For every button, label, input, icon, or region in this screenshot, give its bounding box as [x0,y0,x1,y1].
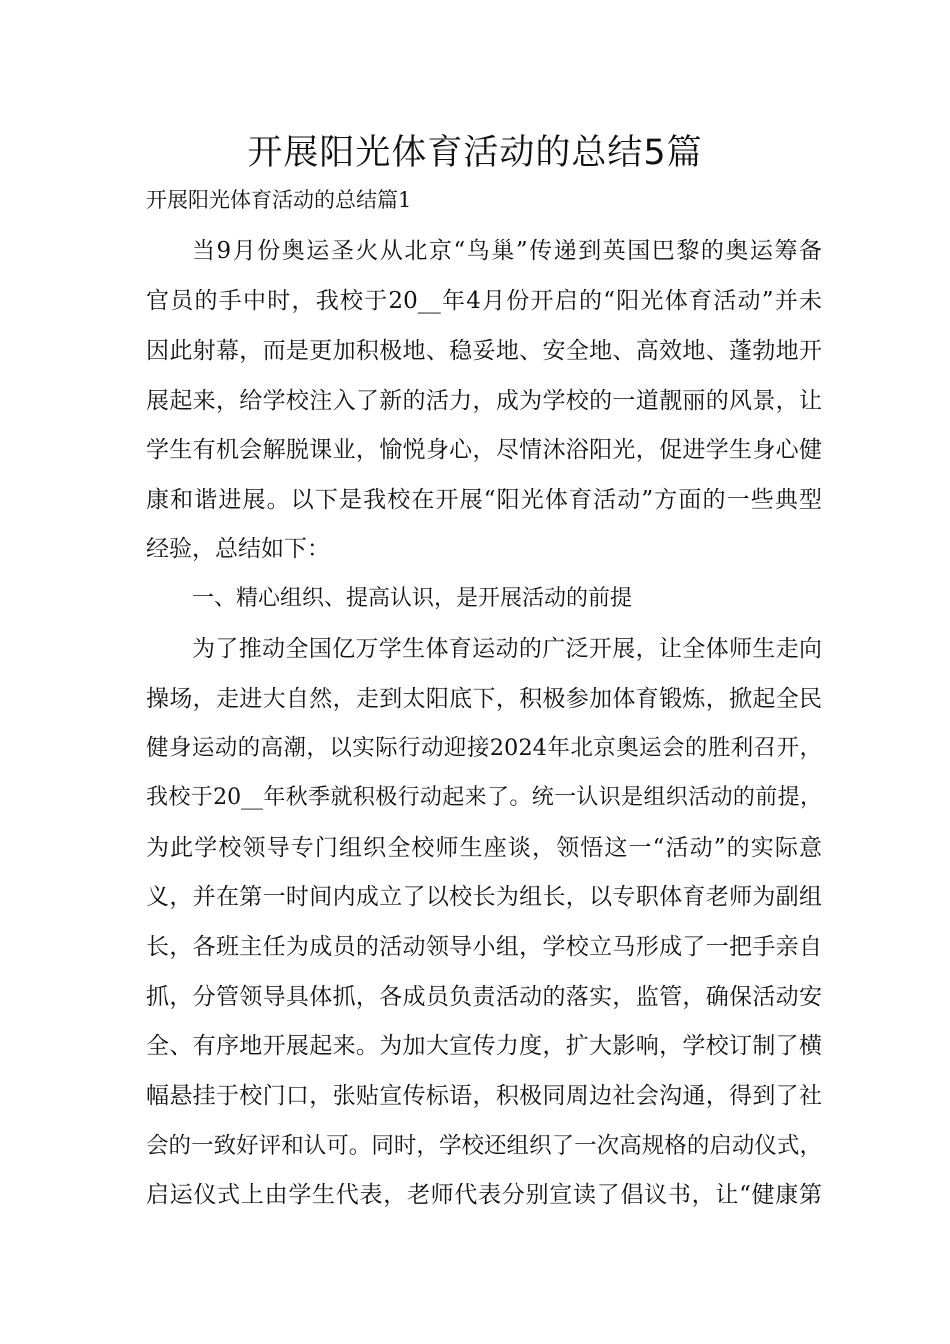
body-line: 义，并在第一时间内成立了以校长为组长，以专职体育老师为副组 [146,884,822,910]
body-line: 抓，分管领导具体抓，各成员负责活动的落实，监管，确保活动安 [146,984,822,1010]
body-line: 操场，走进大自然，走到太阳底下，积极参加体育锻炼，掀起全民 [146,686,822,712]
body-line: 长，各班主任为成员的活动领导小组，学校立马形成了一把手亲自 [146,934,822,960]
body-line: 我校于20__年秋季就积极行动起来了。统一认识是组织活动的前提， [146,785,822,810]
body-line: 幅悬挂于校门口，张贴宣传标语，积极同周边社会沟通，得到了社 [146,1083,822,1109]
document-subtitle: 开展阳光体育活动的总结篇1 [146,188,412,212]
body-line: 展起来，给学校注入了新的活力，成为学校的一道靓丽的风景，让 [146,388,822,414]
body-line: 会的一致好评和认可。同时，学校还组织了一次高规格的启动仪式， [146,1133,822,1159]
body-line: 启运仪式上由学生代表，老师代表分别宣读了倡议书，让“健康第 [146,1182,822,1208]
body-line: 为此学校领导专门组织全校师生座谈，领悟这一“活动”的实际意 [146,835,822,861]
body-line: 康和谐进展。以下是我校在开展“阳光体育活动”方面的一些典型 [146,487,822,513]
body-line: 因此射幕，而是更加积极地、稳妥地、安全地、高效地、蓬勃地开 [146,338,822,364]
document-title: 开展阳光体育活动的总结5篇 [247,133,703,173]
body-line: 官员的手中时，我校于20__年4月份开启的“阳光体育活动”并未 [146,288,822,314]
body-line: 当9月份奥运圣火从北京“鸟巢”传递到英国巴黎的奥运筹备 [192,238,822,264]
section-heading: 一、精心组织、提高认识，是开展活动的前提 [192,586,633,611]
body-line: 全、有序地开展起来。为加大宣传力度，扩大影响，学校订制了横 [146,1033,822,1059]
body-line: 经验，总结如下： [146,536,330,562]
body-line: 健身运动的高潮，以实际行动迎接2024年北京奥运会的胜利召开， [146,735,822,761]
body-line: 学生有机会解脱课业，愉悦身心，尽情沐浴阳光，促进学生身心健 [146,437,822,463]
body-line: 为了推动全国亿万学生体育运动的广泛开展，让全体师生走向 [192,636,822,662]
